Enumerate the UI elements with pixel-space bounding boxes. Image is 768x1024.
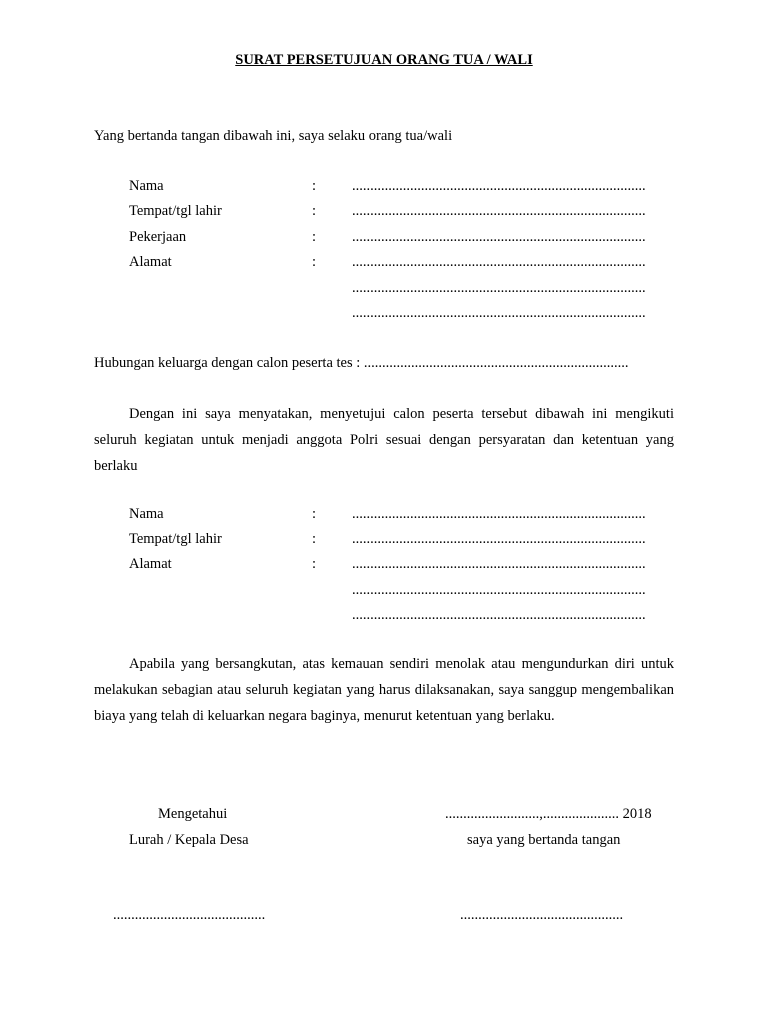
field-colon: :	[312, 178, 317, 194]
relationship-row	[94, 355, 629, 372]
place-date-blank: ..........................,..................... 2018	[445, 806, 652, 822]
field-colon: :	[312, 254, 317, 270]
field-label: Alamat	[129, 254, 172, 270]
relationship-blank: .........................................................................	[363, 355, 629, 371]
field-colon: :	[312, 203, 317, 219]
left-sign-heading: Mengetahui	[158, 806, 228, 822]
field-blank: .................................................................................	[352, 506, 646, 522]
field-blank: .................................................................................	[352, 229, 646, 245]
field-colon: :	[312, 229, 317, 245]
field-colon: :	[312, 556, 317, 572]
field-blank: .................................................................................	[352, 203, 646, 219]
field-colon: :	[312, 531, 317, 547]
document-title: SURAT PERSETUJUAN ORANG TUA / WALI	[235, 52, 533, 68]
left-signature-blank: ..........................................	[113, 907, 266, 923]
relationship-label: Hubungan keluarga dengan calon peserta tes :	[94, 355, 361, 371]
field-blank: .................................................................................	[352, 178, 646, 194]
field-blank: .................................................................................	[352, 556, 646, 572]
field-label: Nama	[129, 506, 164, 522]
field-blank: .................................................................................	[352, 531, 646, 547]
left-sign-title: Lurah / Kepala Desa	[129, 832, 249, 848]
intro-text: Yang bertanda tangan dibawah ini, saya selaku orang tua/wali	[94, 128, 453, 144]
field-label: Pekerjaan	[129, 229, 187, 245]
withdrawal-paragraph: Apabila yang bersangkutan, atas kemauan sendiri menolak atau mengundurkan diri untuk melakukan sebagian atau seluruh kegiatan yang harus dilaksanakan, saya sanggup mengembalikan biaya yang telah di keluarkan negara baginya, menurut ketentuan yang berlaku.	[94, 656, 674, 724]
address-blank-line: .................................................................................	[352, 280, 646, 296]
consent-paragraph: Dengan ini saya menyatakan, menyetujui calon peserta tersebut dibawah ini mengikuti seluruh kegiatan untuk menjadi anggota Polri sesuai dengan persyaratan dan ketentuan yang berlaku	[94, 406, 674, 474]
field-colon: :	[312, 506, 317, 522]
field-label: Alamat	[129, 556, 172, 572]
field-label: Nama	[129, 178, 164, 194]
field-blank: .................................................................................	[352, 254, 646, 270]
right-signature-blank: .............................................	[460, 907, 624, 923]
address-blank-line: .................................................................................	[352, 582, 646, 598]
field-label: Tempat/tgl lahir	[129, 203, 222, 219]
address-blank-line: .................................................................................	[352, 305, 646, 321]
right-sign-title: saya yang bertanda tangan	[467, 832, 621, 848]
field-label: Tempat/tgl lahir	[129, 531, 222, 547]
address-blank-line: .................................................................................	[352, 607, 646, 623]
